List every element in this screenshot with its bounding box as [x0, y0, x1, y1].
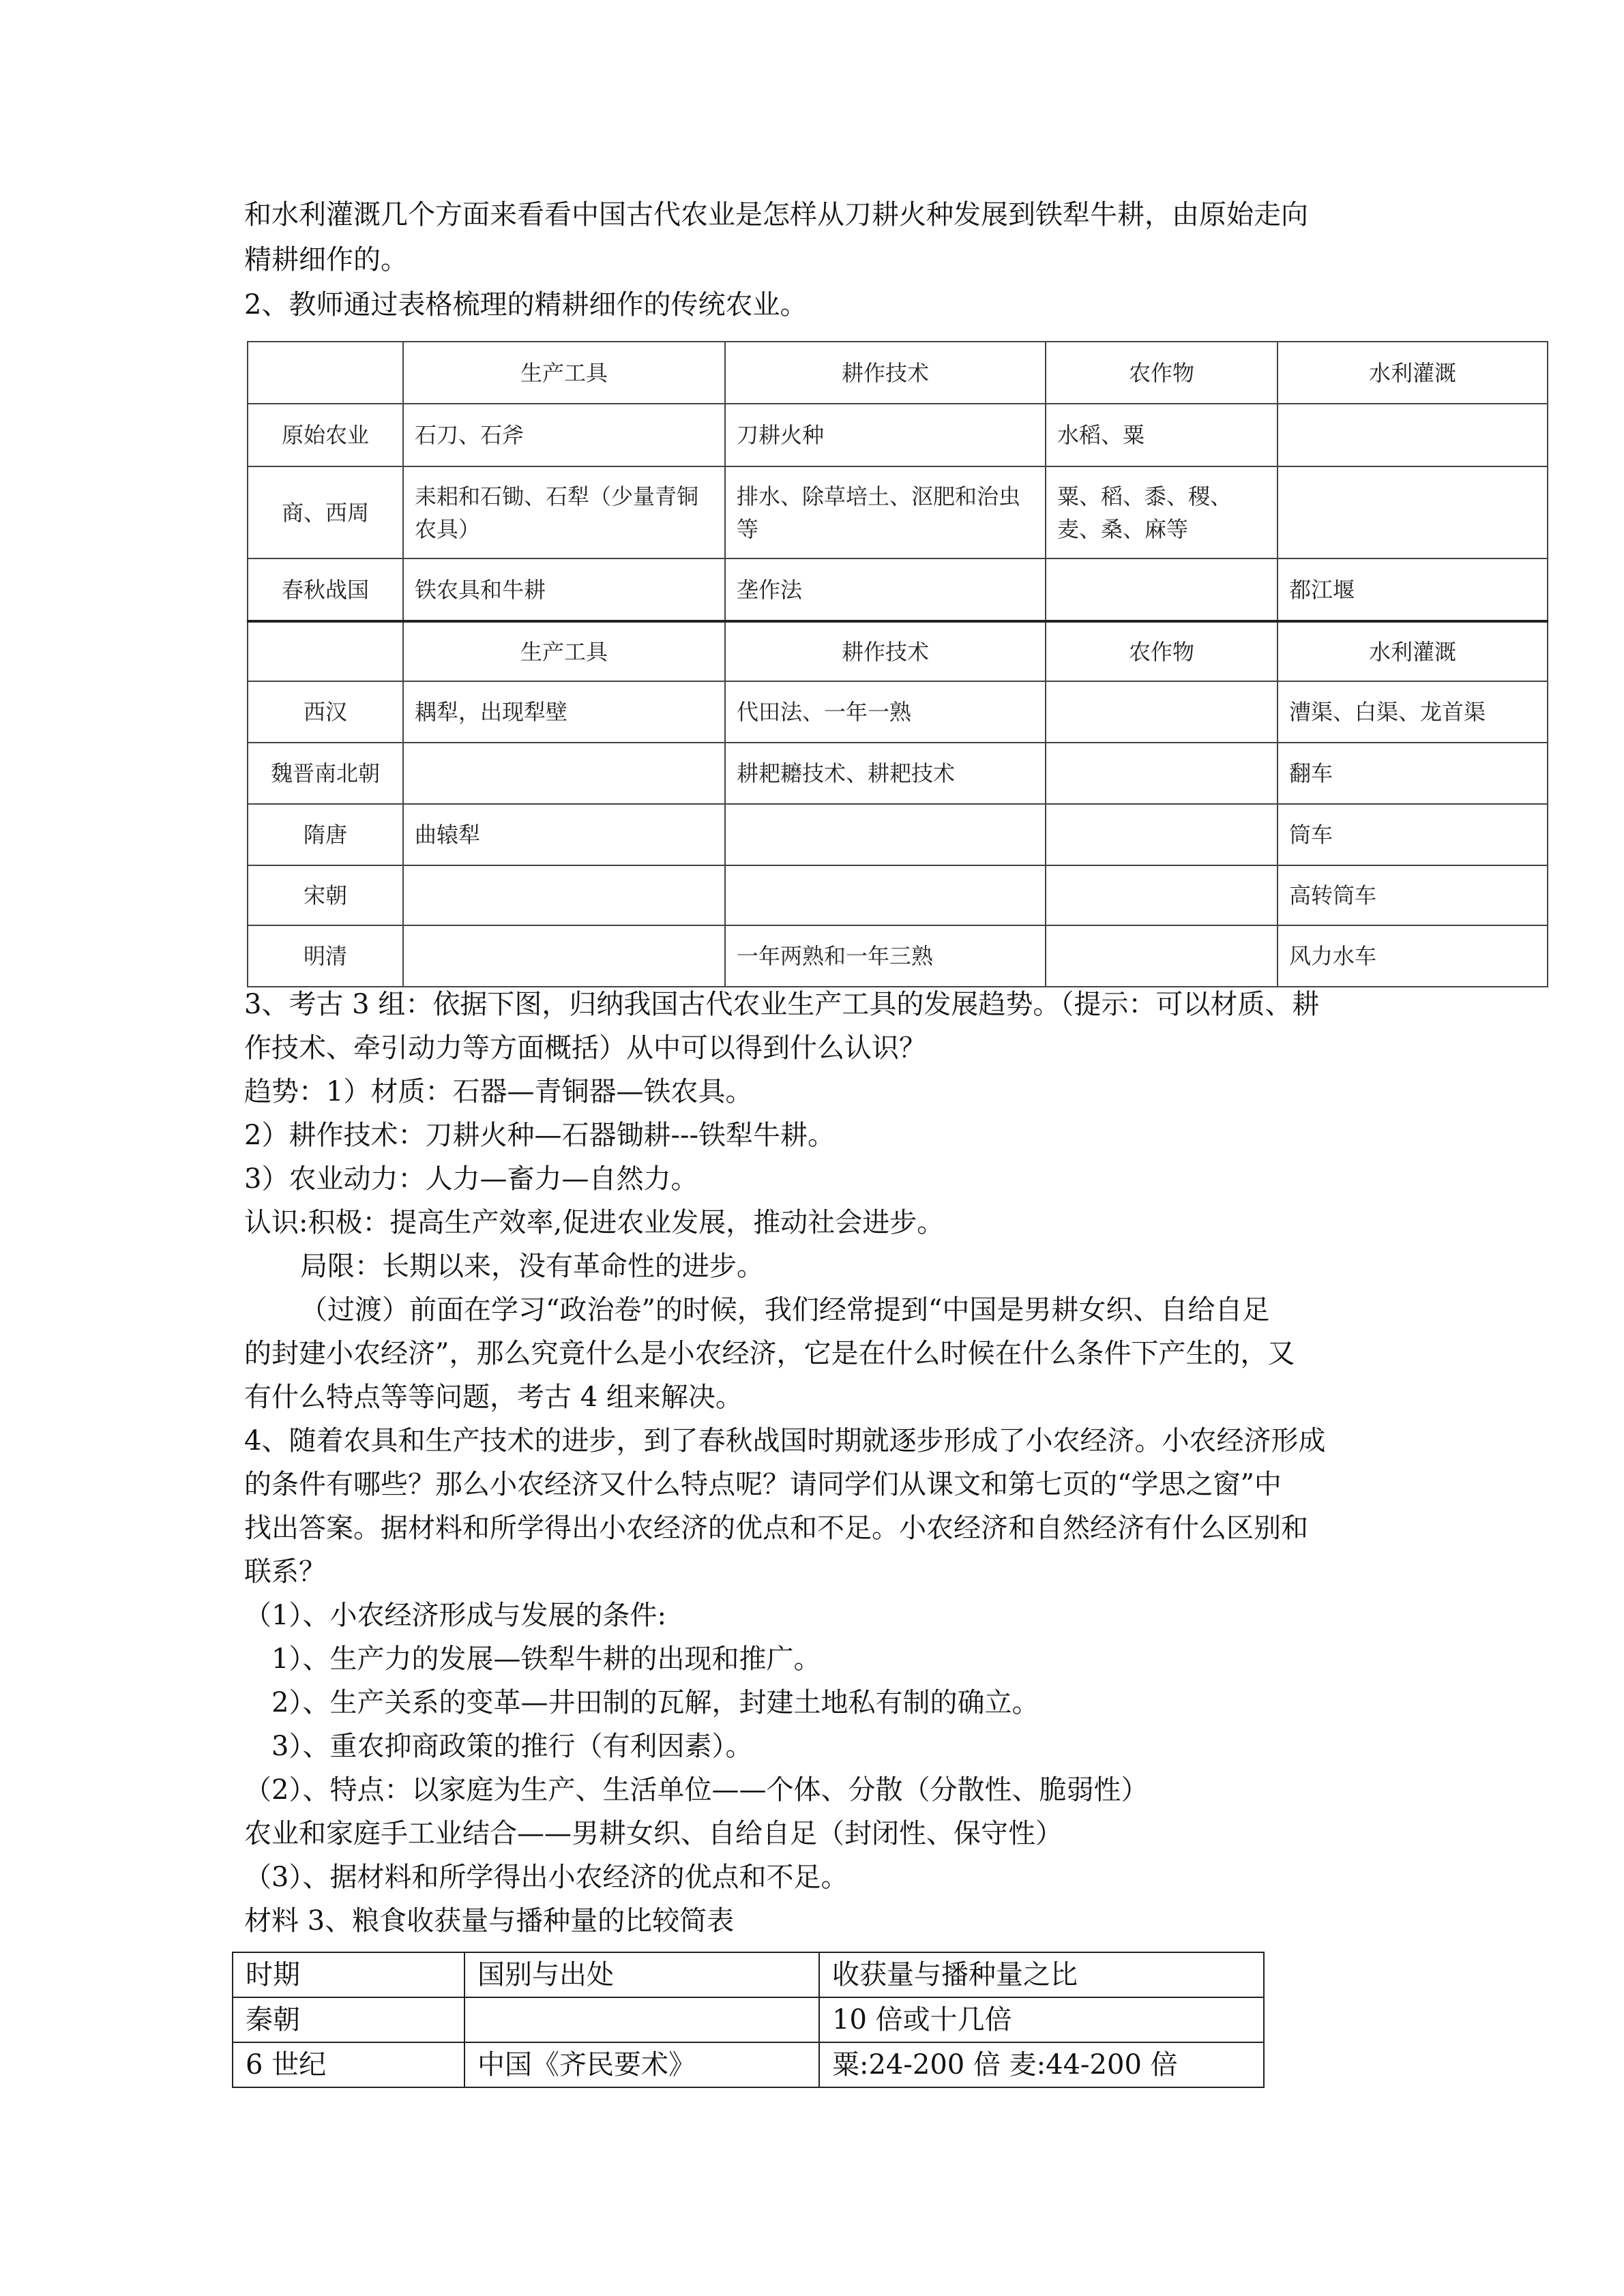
table-header-cell: 耕作技术: [725, 621, 1046, 681]
table-header-cell: 水利灌溉: [1278, 342, 1548, 404]
table-cell: 高转筒车: [1278, 865, 1548, 925]
text-line: 有什么特点等等问题，考古 4 组来解决。: [244, 1382, 743, 1413]
table-cell: [1046, 925, 1278, 987]
text-line: 和水利灌溉几个方面来看看中国古代农业是怎样从刀耕火种发展到铁犁牛耕，由原始走向: [244, 199, 1308, 230]
table-cell: 商、西周: [248, 466, 403, 558]
table-header-row: [248, 621, 1548, 681]
table-cell: [1046, 681, 1278, 743]
text-line: （过渡）前面在学习“政治卷”的时候，我们经常提到“中国是男耕女织、自给自足: [300, 1294, 1270, 1326]
text-line: （2）、特点：以家庭为生产、生活单位——个体、分散（分散性、脆弱性）: [244, 1774, 1149, 1806]
table-row: [248, 681, 1548, 743]
table-cell: [725, 804, 1046, 865]
table-cell: 粟、稻、黍、稷、麦、桑、麻等: [1046, 466, 1278, 558]
table-cell: 漕渠、白渠、龙首渠: [1278, 681, 1548, 743]
table-cell: [403, 865, 725, 925]
text-line: （1）、小农经济形成与发展的条件:: [244, 1600, 666, 1631]
table-cell: 西汉: [248, 681, 403, 743]
text-line: 趋势：1）材质：石器—青铜器—铁农具。: [244, 1076, 753, 1107]
text-line: 2、教师通过表格梳理的精耕细作的传统农业。: [244, 289, 808, 320]
table-cell: 石刀、石斧: [403, 404, 725, 466]
table-row: [248, 804, 1548, 865]
table-header-cell: 耕作技术: [725, 342, 1046, 404]
table-cell: 一年两熟和一年三熟: [725, 925, 1046, 987]
table-cell: 粟:24-200 倍 麦:44-200 倍: [819, 2042, 1264, 2087]
table-header-cell: 时期: [233, 1952, 464, 1997]
table-cell: 都江堰: [1278, 558, 1548, 621]
text-line: 精耕细作的。: [244, 244, 408, 275]
table-row: [248, 404, 1548, 466]
text-line: 3）农业动力：人力—畜力—自然力。: [244, 1163, 698, 1195]
text-line: 1）、生产力的发展—铁犁牛耕的出现和推广。: [271, 1643, 821, 1675]
table-cell: 宋朝: [248, 865, 403, 925]
table-row: [248, 558, 1548, 621]
agriculture-table: [247, 341, 1548, 987]
table-cell: 水稻、粟: [1046, 404, 1278, 466]
table-cell: 刀耕火种: [725, 404, 1046, 466]
table-header-row: [248, 342, 1548, 404]
table-cell: 耒耜和石锄、石犁（少量青铜农具）: [403, 466, 725, 558]
text-line: 的条件有哪些？那么小农经济又什么特点呢？请同学们从课文和第七页的“学思之窗”中: [244, 1469, 1282, 1500]
table-cell: [403, 925, 725, 987]
table-cell: [1046, 804, 1278, 865]
table-cell: 魏晋南北朝: [248, 743, 403, 804]
table-cell: 6 世纪: [233, 2042, 464, 2087]
table-cell: 代田法、一年一熟: [725, 681, 1046, 743]
table-cell: 10 倍或十几倍: [819, 1997, 1264, 2042]
table-header-cell: 农作物: [1046, 342, 1278, 404]
table-row: [248, 925, 1548, 987]
text-line: 2）耕作技术：刀耕火种—石器锄耕---铁犁牛耕。: [244, 1120, 835, 1151]
text-line: 联系？: [244, 1556, 326, 1587]
harvest-ratio-table: [232, 1952, 1265, 2088]
text-line: 作技术、牵引动力等方面概括）从中可以得到什么认识？: [244, 1032, 926, 1064]
table-cell: 风力水车: [1278, 925, 1548, 987]
table-cell: 原始农业: [248, 404, 403, 466]
table-cell: [1046, 743, 1278, 804]
text-line: 认识:积极：提高生产效率,促进农业发展，推动社会进步。: [244, 1207, 945, 1238]
table-header-cell: [248, 342, 403, 404]
table-row: [233, 1997, 1264, 2042]
table-cell: 翻车: [1278, 743, 1548, 804]
table-cell: 筒车: [1278, 804, 1548, 865]
table-header-cell: 国别与出处: [464, 1952, 819, 1997]
text-line: 找出答案。据材料和所学得出小农经济的优点和不足。小农经济和自然经济有什么区别和: [244, 1512, 1308, 1544]
table-cell: [725, 865, 1046, 925]
table-cell: 中国《齐民要术》: [464, 2042, 819, 2087]
table-header-row: [233, 1952, 1264, 1997]
table-cell: [1046, 558, 1278, 621]
table-cell: 秦朝: [233, 1997, 464, 2042]
table-cell: 排水、除草培土、沤肥和治虫等: [725, 466, 1046, 558]
table-cell: [464, 1997, 819, 2042]
table-header-cell: 生产工具: [403, 621, 725, 681]
table-row: [248, 466, 1548, 558]
table-header-cell: 农作物: [1046, 621, 1278, 681]
table-header-cell: 生产工具: [403, 342, 725, 404]
table-cell: 耕耙耱技术、耕耙技术: [725, 743, 1046, 804]
text-line: 4、随着农具和生产技术的进步，到了春秋战国时期就逐步形成了小农经济。小农经济形成: [244, 1425, 1326, 1457]
table-cell: [1278, 466, 1548, 558]
text-line: （3）、据材料和所学得出小农经济的优点和不足。: [244, 1862, 848, 1893]
material-3-title: 材料 3、粮食收获量与播种量的比较简表: [244, 1905, 735, 1937]
table-cell: [1046, 865, 1278, 925]
table-cell: 铁农具和牛耕: [403, 558, 725, 621]
table-cell: 明清: [248, 925, 403, 987]
table-cell: 隋唐: [248, 804, 403, 865]
table-header-cell: [248, 621, 403, 681]
table-cell: 耦犁，出现犁壁: [403, 681, 725, 743]
text-line: 农业和家庭手工业结合——男耕女织、自给自足（封闭性、保守性）: [244, 1818, 1063, 1849]
text-line: 的封建小农经济”，那么究竟什么是小农经济，它是在什么时候在什么条件下产生的，又: [244, 1338, 1295, 1369]
table-header-cell: 水利灌溉: [1278, 621, 1548, 681]
table-row: [233, 2042, 1264, 2087]
text-line: 局限：长期以来，没有革命性的进步。: [300, 1251, 764, 1282]
table-row: [248, 743, 1548, 804]
table-cell: [403, 743, 725, 804]
text-line: 3、考古 3 组：依据下图，归纳我国古代农业生产工具的发展趋势。（提示：可以材质、耕: [244, 989, 1320, 1020]
table-cell: 曲辕犁: [403, 804, 725, 865]
table-cell: [1278, 404, 1548, 466]
table-cell: 春秋战国: [248, 558, 403, 621]
text-line: 2）、生产关系的变革—井田制的瓦解，封建土地私有制的确立。: [271, 1687, 1039, 1718]
table-cell: 垄作法: [725, 558, 1046, 621]
text-line: 3）、重农抑商政策的推行（有利因素）。: [271, 1731, 753, 1762]
table-row: [248, 865, 1548, 925]
table-header-cell: 收获量与播种量之比: [819, 1952, 1264, 1997]
